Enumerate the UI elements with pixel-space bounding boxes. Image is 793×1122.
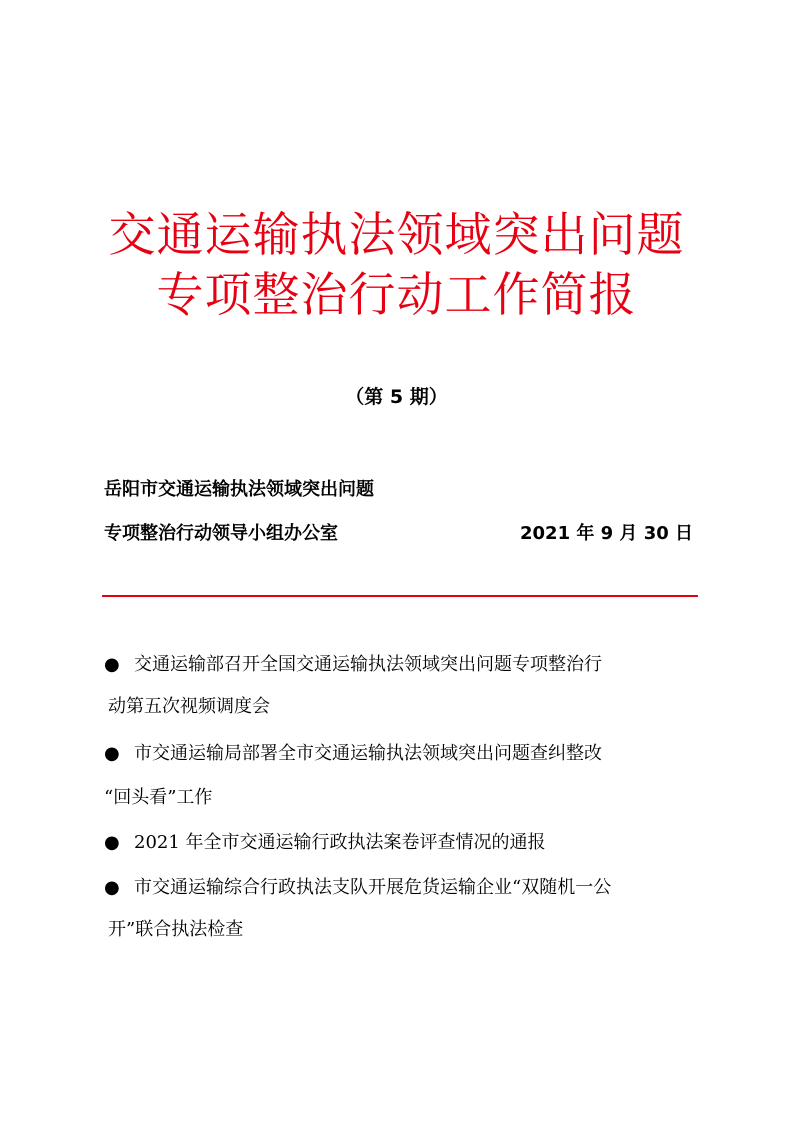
contents-item-3-line-1: 2021 年全市交通运输行政执法案卷评查情况的通报 (134, 832, 546, 853)
bullet-icon: ● (104, 743, 120, 764)
contents-item-4 (104, 875, 714, 901)
red-divider (102, 595, 698, 597)
bullet-icon: ● (104, 654, 120, 675)
bullet-icon: ● (104, 832, 120, 853)
contents-item-1-line-1: 交通运输部召开全国交通运输执法领域突出问题专项整治行 (134, 654, 602, 675)
contents-item-2-line-1: 市交通运输局部署全市交通运输执法领域突出问题查纠整改 (134, 743, 602, 764)
contents-item-4-line-1: 市交通运输综合行政执法支队开展危货运输企业“双随机一公 (134, 877, 612, 898)
issue-date: 2021 年 9 月 30 日 (520, 523, 694, 544)
contents-item-1-continued (104, 694, 718, 720)
document-title-line-1: 交通运输执法领域突出问题 (108, 208, 685, 263)
contents-item-2-continued (104, 785, 714, 811)
document-title-line-2: 专项整治行动工作简报 (156, 268, 637, 323)
contents-item-1 (104, 652, 714, 678)
contents-item-4-line-2: 开”联合执法检查 (108, 919, 244, 940)
issue-number: （第 5 期） (345, 386, 448, 408)
issuer-line-1: 岳阳市交通运输执法领域突出问题 (104, 479, 374, 500)
contents-item-3 (104, 830, 714, 856)
contents-item-2-line-2: “回头看”工作 (104, 787, 213, 808)
bullet-icon: ● (104, 877, 120, 898)
contents-item-4-continued (104, 917, 718, 943)
contents-item-2 (104, 741, 714, 767)
contents-item-1-line-2: 动第五次视频调度会 (108, 696, 270, 717)
issuer-line-2: 专项整治行动领导小组办公室 (104, 523, 338, 544)
